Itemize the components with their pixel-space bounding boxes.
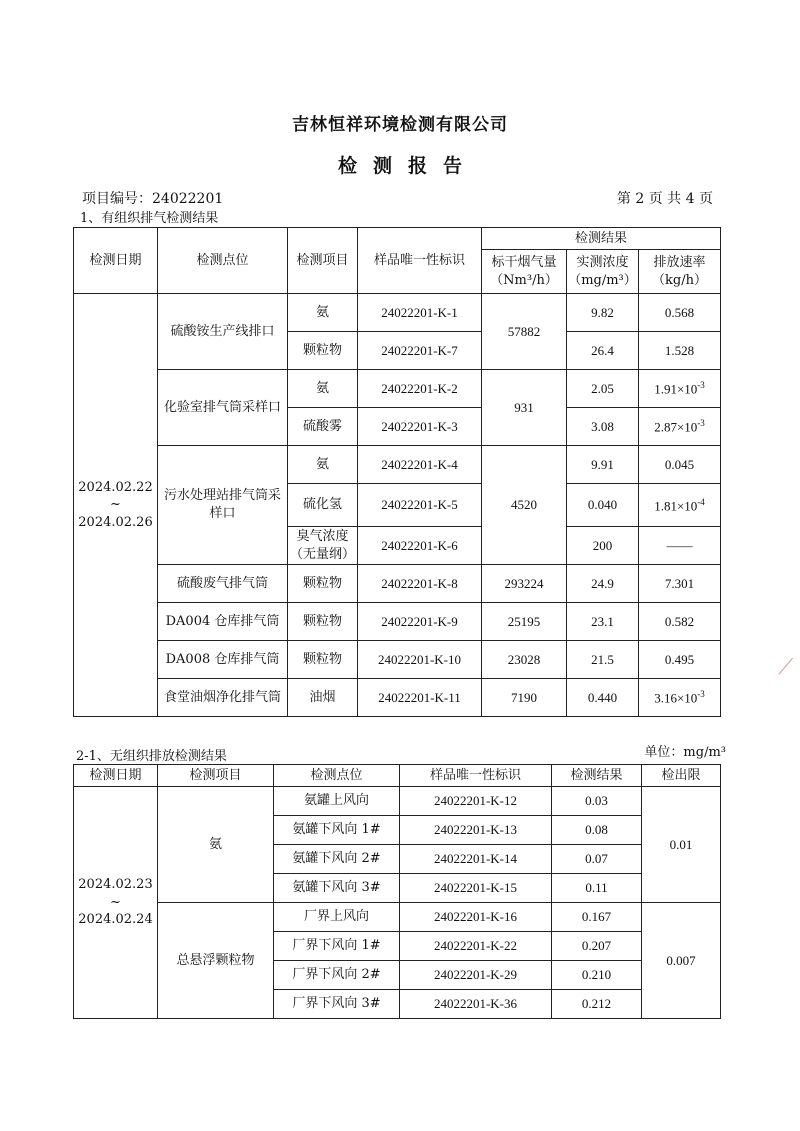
conc-cell: 9.82 bbox=[567, 294, 639, 332]
rate-cell bbox=[639, 446, 721, 484]
rate-value: 7.301 bbox=[664, 575, 695, 591]
rate-mantissa: 1.91×10 bbox=[654, 381, 698, 397]
result-cell: 0.08 bbox=[552, 816, 642, 845]
rate-exponent: -3 bbox=[697, 418, 705, 429]
flow-cell: 23028 bbox=[482, 641, 567, 679]
sample-id-cell: 24022201-K-9 bbox=[358, 603, 482, 641]
result-cell: 0.207 bbox=[552, 932, 642, 961]
rate-cell bbox=[639, 332, 721, 370]
result-cell: 0.03 bbox=[552, 787, 642, 816]
conc-cell: 21.5 bbox=[567, 641, 639, 679]
rate-exponent: -3 bbox=[697, 380, 705, 391]
point-cell: 化验室排气筒采样口 bbox=[158, 370, 288, 446]
point-cell: 氨罐上风向 bbox=[274, 787, 400, 816]
header-item: 检测项目 bbox=[158, 765, 274, 787]
rate-cell bbox=[639, 370, 721, 408]
point-cell: 厂界下风向 2# bbox=[274, 961, 400, 990]
header-sample-id: 样品唯一性标识 bbox=[358, 228, 482, 294]
limit-cell: 0.01 bbox=[642, 787, 721, 903]
result-cell: 0.11 bbox=[552, 874, 642, 903]
report-title-char: 测 bbox=[372, 155, 392, 177]
flow-cell: 931 bbox=[482, 370, 567, 446]
result-cell: 0.210 bbox=[552, 961, 642, 990]
date-range-cell bbox=[74, 787, 158, 1019]
header-flow-label: 标干烟气量 bbox=[491, 254, 557, 270]
header-date: 检测日期 bbox=[74, 765, 158, 787]
rate-cell bbox=[639, 641, 721, 679]
conc-cell: 0.440 bbox=[567, 679, 639, 717]
point-cell: 氨罐下风向 1# bbox=[274, 816, 400, 845]
report-title-char: 告 bbox=[443, 155, 463, 177]
fugitive-emission-table bbox=[73, 764, 721, 1019]
header-conc-label: 实测浓度 bbox=[576, 254, 629, 270]
point-cell: 氨罐下风向 2# bbox=[274, 845, 400, 874]
unit-label: 单位：mg/m³ bbox=[644, 745, 726, 760]
header-point: 检测点位 bbox=[274, 765, 400, 787]
item-cell: 氨 bbox=[288, 446, 358, 484]
conc-cell: 3.08 bbox=[567, 408, 639, 446]
date-range-part: ~ bbox=[110, 497, 121, 513]
rate-value: —— bbox=[666, 537, 693, 553]
point-cell: 硫酸铵生产线排口 bbox=[158, 294, 288, 370]
table-row bbox=[74, 370, 721, 408]
rate-cell bbox=[639, 408, 721, 446]
date-range-part: 2024.02.26 bbox=[78, 514, 153, 530]
rate-mantissa: 3.16×10 bbox=[654, 690, 698, 706]
item-cell: 氨 bbox=[288, 294, 358, 332]
sample-id-cell: 24022201-K-15 bbox=[400, 874, 552, 903]
conc-cell: 23.1 bbox=[567, 603, 639, 641]
header-conc bbox=[567, 250, 639, 294]
limit-cell: 0.007 bbox=[642, 903, 721, 1019]
sample-id-cell: 24022201-K-5 bbox=[358, 484, 482, 527]
rate-cell bbox=[639, 603, 721, 641]
header-date: 检测日期 bbox=[74, 228, 158, 294]
table-row bbox=[74, 565, 721, 603]
sample-id-cell: 24022201-K-7 bbox=[358, 332, 482, 370]
report-title bbox=[0, 151, 800, 178]
table-row bbox=[74, 679, 721, 717]
point-cell: DA008 仓库排气筒 bbox=[158, 641, 288, 679]
result-cell: 0.167 bbox=[552, 903, 642, 932]
rate-value: 0.495 bbox=[664, 651, 695, 667]
point-cell: 厂界下风向 1# bbox=[274, 932, 400, 961]
sample-id-cell: 24022201-K-3 bbox=[358, 408, 482, 446]
rate-value: 0.045 bbox=[664, 456, 695, 472]
date-range-part: ~ bbox=[110, 894, 121, 910]
table-row bbox=[74, 294, 721, 332]
header-sample-id: 样品唯一性标识 bbox=[400, 765, 552, 787]
organized-emission-table bbox=[73, 227, 721, 717]
rate-cell bbox=[639, 294, 721, 332]
table-row bbox=[74, 446, 721, 484]
date-range-part: 2024.02.23 bbox=[78, 877, 153, 893]
item-cell: 氨 bbox=[288, 370, 358, 408]
sample-id-cell: 24022201-K-13 bbox=[400, 816, 552, 845]
rate-value: 0.582 bbox=[664, 613, 695, 629]
header-rate-label: 排放速率 bbox=[653, 254, 706, 270]
sample-id-cell: 24022201-K-12 bbox=[400, 787, 552, 816]
item-cell: 硫化氢 bbox=[288, 484, 358, 527]
report-title-char: 检 bbox=[337, 155, 357, 177]
rate-cell bbox=[639, 527, 721, 565]
stamp-fragment: ⟋ bbox=[778, 655, 794, 680]
sample-id-cell: 24022201-K-4 bbox=[358, 446, 482, 484]
project-number: 项目编号：24022201 bbox=[82, 191, 224, 207]
header-flow-unit: （Nm³/h） bbox=[490, 272, 558, 288]
point-cell: 厂界下风向 3# bbox=[274, 990, 400, 1019]
flow-cell: 25195 bbox=[482, 603, 567, 641]
flow-cell: 57882 bbox=[482, 294, 567, 370]
flow-cell: 293224 bbox=[482, 565, 567, 603]
rate-value: 0.568 bbox=[664, 304, 695, 320]
conc-cell: 9.91 bbox=[567, 446, 639, 484]
point-cell: 硫酸废气排气筒 bbox=[158, 565, 288, 603]
header-rate-unit: （kg/h） bbox=[652, 272, 707, 288]
conc-cell: 24.9 bbox=[567, 565, 639, 603]
sample-id-cell: 24022201-K-22 bbox=[400, 932, 552, 961]
table-row bbox=[74, 903, 721, 932]
table-row bbox=[74, 787, 721, 816]
sample-id-cell: 24022201-K-36 bbox=[400, 990, 552, 1019]
item-cell: 油烟 bbox=[288, 679, 358, 717]
rate-mantissa: 1.81×10 bbox=[654, 497, 698, 513]
sample-id-cell: 24022201-K-14 bbox=[400, 845, 552, 874]
header-item: 检测项目 bbox=[288, 228, 358, 294]
point-cell: 污水处理站排气筒采样口 bbox=[158, 446, 288, 565]
rate-exponent: -3 bbox=[697, 689, 705, 700]
item-cell: 颗粒物 bbox=[288, 565, 358, 603]
sample-id-cell: 24022201-K-29 bbox=[400, 961, 552, 990]
section1-title: 1、有组织排气检测结果 bbox=[80, 211, 219, 226]
item-cell: 颗粒物 bbox=[288, 332, 358, 370]
point-cell: 氨罐下风向 3# bbox=[274, 874, 400, 903]
sample-id-cell: 24022201-K-2 bbox=[358, 370, 482, 408]
flow-cell: 4520 bbox=[482, 446, 567, 565]
sample-id-cell: 24022201-K-6 bbox=[358, 527, 482, 565]
date-range-part: 2024.02.22 bbox=[78, 479, 153, 495]
point-cell: 厂界上风向 bbox=[274, 903, 400, 932]
date-range-part: 2024.02.24 bbox=[78, 912, 153, 928]
rate-cell bbox=[639, 484, 721, 527]
rate-mantissa: 2.87×10 bbox=[654, 419, 698, 435]
rate-value: 1.528 bbox=[664, 342, 695, 358]
sample-id-cell: 24022201-K-1 bbox=[358, 294, 482, 332]
header-results: 检测结果 bbox=[482, 228, 721, 250]
result-cell: 0.07 bbox=[552, 845, 642, 874]
item-cell: 颗粒物 bbox=[288, 641, 358, 679]
item-cell: 总悬浮颗粒物 bbox=[158, 903, 274, 1019]
conc-cell: 0.040 bbox=[567, 484, 639, 527]
point-cell: DA004 仓库排气筒 bbox=[158, 603, 288, 641]
header-limit: 检出限 bbox=[642, 765, 721, 787]
table-row bbox=[74, 641, 721, 679]
point-cell: 食堂油烟净化排气筒 bbox=[158, 679, 288, 717]
company-name: 吉林恒祥环境检测有限公司 bbox=[292, 115, 508, 135]
sample-id-cell: 24022201-K-16 bbox=[400, 903, 552, 932]
rate-exponent: -4 bbox=[697, 496, 705, 507]
header-rate bbox=[639, 250, 721, 294]
rate-cell bbox=[639, 679, 721, 717]
report-title-char: 报 bbox=[408, 155, 428, 177]
conc-cell: 2.05 bbox=[567, 370, 639, 408]
conc-cell: 200 bbox=[567, 527, 639, 565]
header-point: 检测点位 bbox=[158, 228, 288, 294]
item-cell: 臭气浓度（无量纲） bbox=[288, 527, 358, 565]
header-result: 检测结果 bbox=[552, 765, 642, 787]
item-cell: 颗粒物 bbox=[288, 603, 358, 641]
conc-cell: 26.4 bbox=[567, 332, 639, 370]
section2-title: 2-1、无组织排放检测结果 bbox=[76, 749, 227, 764]
sample-id-cell: 24022201-K-11 bbox=[358, 679, 482, 717]
sample-id-cell: 24022201-K-8 bbox=[358, 565, 482, 603]
header-flow bbox=[482, 250, 567, 294]
header-conc-unit: （mg/m³） bbox=[568, 272, 637, 288]
result-cell: 0.212 bbox=[552, 990, 642, 1019]
rate-cell bbox=[639, 565, 721, 603]
item-cell: 硫酸雾 bbox=[288, 408, 358, 446]
flow-cell: 7190 bbox=[482, 679, 567, 717]
date-range-cell bbox=[74, 294, 158, 717]
sample-id-cell: 24022201-K-10 bbox=[358, 641, 482, 679]
item-cell: 氨 bbox=[158, 787, 274, 903]
table-row bbox=[74, 603, 721, 641]
page-info: 第 2 页 共 4 页 bbox=[616, 191, 713, 207]
